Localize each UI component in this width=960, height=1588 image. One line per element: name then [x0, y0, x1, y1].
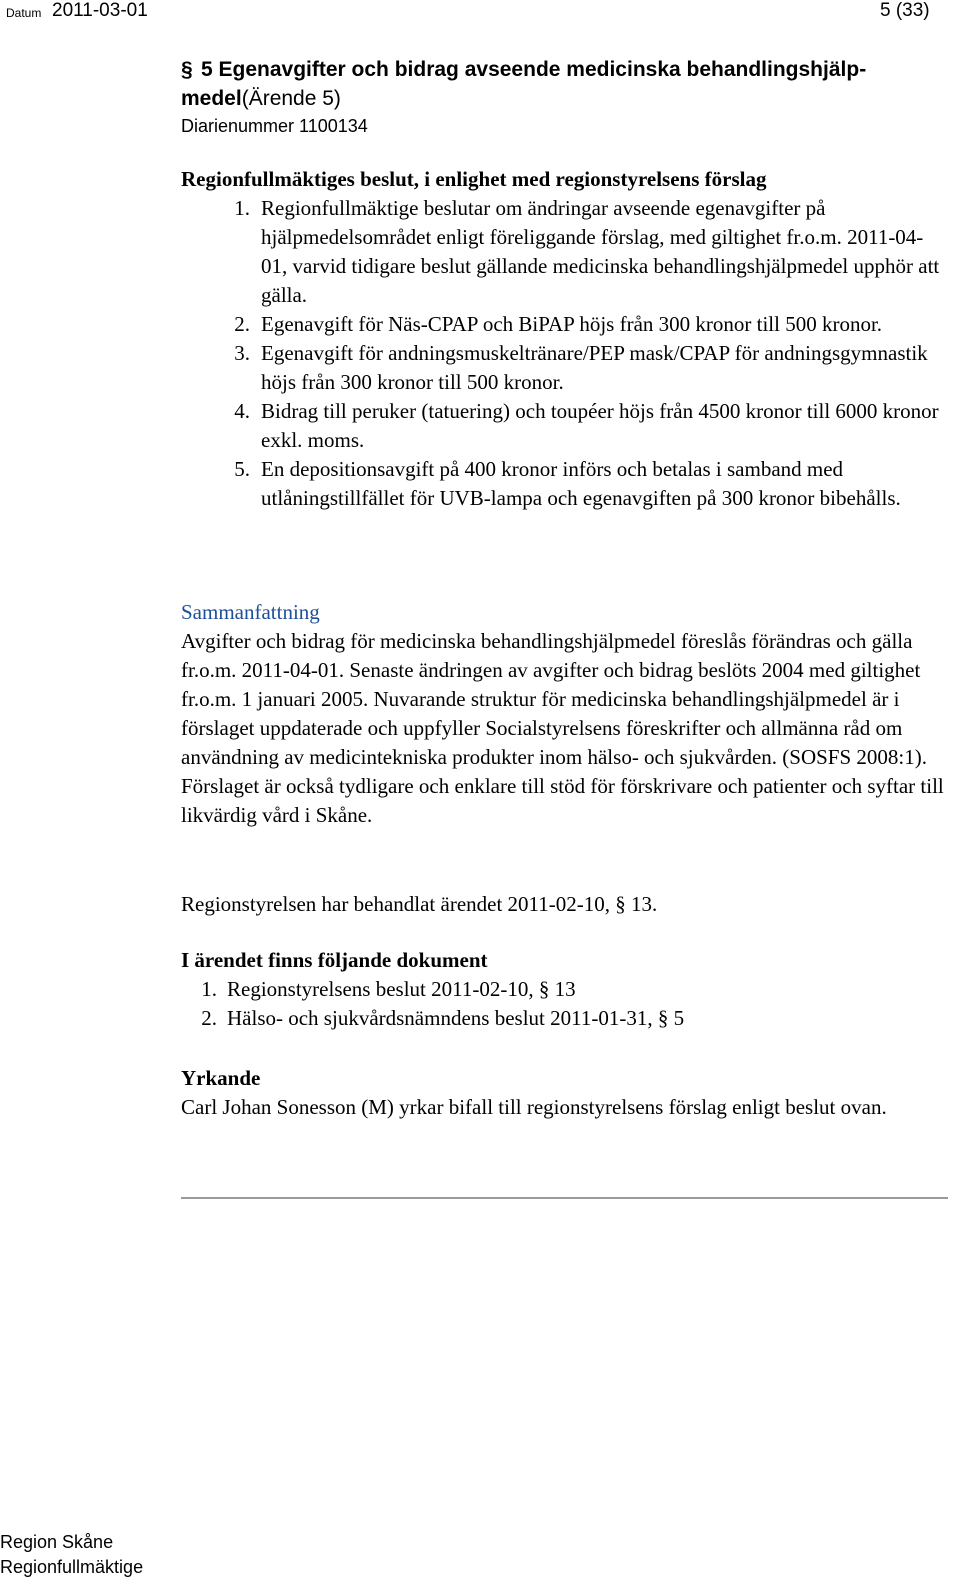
decision-item-number: 1.	[234, 196, 250, 220]
section-case-ref: (Ärende 5)	[241, 87, 341, 110]
document-item-text: Regionstyrelsens beslut 2011-02-10, § 13	[227, 977, 576, 1001]
section-title	[181, 55, 941, 84]
documents-heading: I ärendet finns följande dokument	[181, 948, 488, 972]
decision-item	[181, 397, 947, 455]
footer	[0, 1530, 143, 1580]
decision-item-number: 4.	[234, 399, 250, 423]
decision-item-text: Regionfullmäktige beslutar om ändringar avseende egenavgifter på hjälpmedelsområdet enligt föreliggande förslag, med giltighet fr.o.m. 2011-04-01, varvid tidigare beslut gällande medicinska behandlingshjälpmedel upphör att gälla.	[261, 196, 940, 307]
footer-organization: Region Skåne	[0, 1532, 114, 1552]
section-title-line2: medel	[181, 87, 242, 110]
diarienummer: Diarienummer 1100134	[181, 116, 368, 136]
summary-heading: Sammanfattning	[181, 600, 320, 624]
decision-item-text: Bidrag till peruker (tatuering) och toupéer höjs från 4500 kronor till 6000 kronor exkl. moms.	[261, 399, 939, 452]
decision-list	[181, 194, 947, 513]
footer-department: Regionfullmäktige	[0, 1557, 144, 1577]
section-symbol: §	[181, 58, 193, 81]
section-title-line2-row	[181, 84, 941, 113]
decision-heading: Regionfullmäktiges beslut, i enlighet med regionstyrelsens förslag	[181, 167, 767, 191]
decision-item-number: 2.	[234, 312, 250, 336]
document-item	[181, 1004, 947, 1033]
motion-heading: Yrkande	[181, 1066, 261, 1090]
documents-list	[181, 975, 947, 1033]
decision-item	[181, 310, 947, 339]
decision-item	[181, 455, 947, 513]
summary-block	[181, 598, 947, 830]
decision-item-text: En depositionsavgift på 400 kronor införs och betalas i samband med utlåningstillfället för UVB-lampa och egenavgiften på 300 kronor bibehålls.	[261, 457, 901, 510]
motion-block	[181, 1064, 947, 1122]
decision-item-text: Egenavgift för andningsmuskeltränare/PEP mask/CPAP för andningsgymnastik höjs från 300 kronor till 500 kronor.	[261, 341, 928, 394]
date-label: Datum	[6, 6, 42, 20]
document-item-number: 2.	[201, 1006, 217, 1030]
document-item-text: Hälso- och sjukvårdsnämndens beslut 2011-01-31, § 5	[227, 1006, 685, 1030]
decision-item-number: 3.	[234, 341, 250, 365]
summary-text: Avgifter och bidrag för medicinska behandlingshjälpmedel föreslås förändras och gälla fr.o.m. 2011-04-01. Senaste ändringen av avgifter och bidrag beslöts 2004 med giltighet fr.o.m. 1 januari 2005. Nuvarande struktur för medicinska behandlingshjälpmedel är i förslaget uppdaterade och uppfyller Socialstyrelsens föreskrifter och allmänna råd om användning av medicintekniska produkter inom hälso- och sjukvården. (SOSFS 2008:1). Förslaget är också tydligare och enklare till stöd för förskrivare och patienter och syftar till likvärdig vård i Skåne.	[181, 629, 944, 827]
handled-statement: Regionstyrelsen har behandlat ärendet 2011-02-10, § 13.	[181, 892, 658, 916]
decision-item-number: 5.	[234, 457, 250, 481]
document-item-number: 1.	[201, 977, 217, 1001]
page-number: 5 (33)	[880, 0, 930, 21]
section-title-line1: 5 Egenavgifter och bidrag avseende medicinska behandlingshjälp-	[201, 58, 867, 81]
document-item	[181, 975, 947, 1004]
section-header	[181, 55, 941, 140]
decision-block	[181, 165, 947, 513]
documents-block	[181, 946, 947, 1033]
decision-item	[181, 194, 947, 310]
decision-item	[181, 339, 947, 397]
motion-text: Carl Johan Sonesson (M) yrkar bifall till regionstyrelsens förslag enligt beslut ovan.	[181, 1095, 887, 1119]
separator-line	[181, 1197, 948, 1199]
decision-item-text: Egenavgift för Näs-CPAP och BiPAP höjs från 300 kronor till 500 kronor.	[261, 312, 883, 336]
document-date: 2011-03-01	[52, 0, 148, 21]
